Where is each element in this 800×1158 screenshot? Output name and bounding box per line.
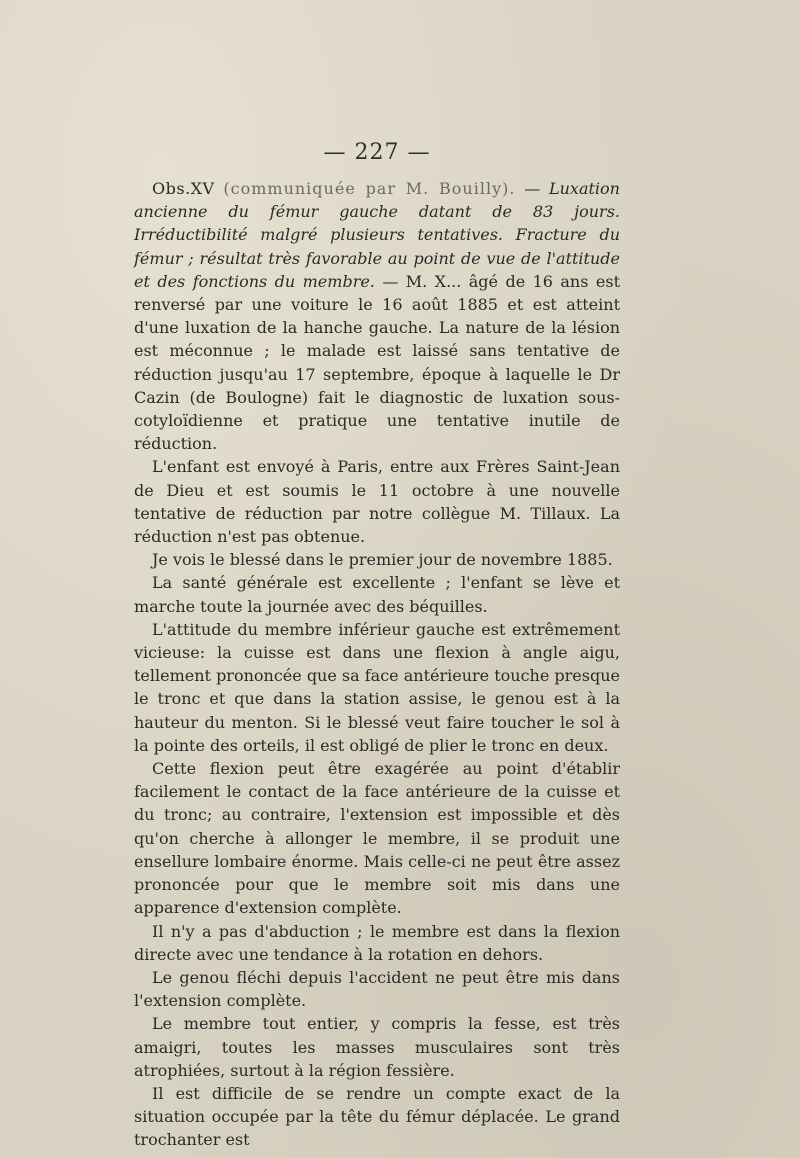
page-number: — 227 — <box>323 140 431 165</box>
observation-dash: — <box>515 179 549 198</box>
paragraph-7: Le genou fléchi depuis l'accident ne peut être mis dans l'extension complète. <box>134 967 620 1011</box>
paragraph-2: Je vois le blessé dans le premier jour de novembre 1885. <box>152 550 613 570</box>
page-content <box>134 140 620 1152</box>
observation-label: Obs.XV <box>152 179 215 198</box>
observation-body: — M. X... âgé de 16 ans est renversé par une voiture le 16 août 1885 et est atteint d'une luxation de la hanche gauche. La nature de la lésion est méconnue ; le malade est laissé sans tentative de réduction jusqu'au 17 septembre, époque à laquelle le Dr Cazin (de Boulogne) fait le diagnostic de luxation sous-cotyloïdienne et pratique une tentative inutile de réduction. <box>134 271 620 454</box>
paragraph-5: Cette flexion peut être exagérée au point d'établir facilement le contact de la face antérieure de la cuisse et du tronc; au contraire, l'extension est impossible et dès qu'on cherche à allonger le membre, il se produit une ensellure lombaire énorme. Mais celle-ci ne peut être assez prononcée pour que le membre soit mis dans une apparence d'extension complète. <box>134 759 620 918</box>
paragraph-3: La santé générale est excellente ; l'enfant se lève et marche toute la journée avec des béquilles. <box>134 573 620 616</box>
paragraph-4: L'attitude du membre inférieur gauche est extrêmement vicieuse: la cuisse est dans une flexion à angle aigu, tellement prononcée que sa face antérieure touche presque le tronc et que dans la station assise, le genou est à la hauteur du menton. Si le blessé veut faire toucher le sol à la pointe des orteils, il est obligé de plier le tronc en deux. <box>134 619 620 755</box>
paragraph-1: L'enfant est envoyé à Paris, entre aux Frères Saint-Jean de Dieu et est soumis le 11 octobre à une nouvelle tentative de réduction par notre collègue M. Tillaux. La réduction n'est pas obtenue. <box>134 457 620 547</box>
observation-paragraph <box>134 177 620 455</box>
paragraph-6: Il n'y a pas d'abduction ; le membre est dans la flexion directe avec une tendance à la rotation en dehors. <box>134 921 620 964</box>
observation-title: Luxation ancienne du fémur gauche datant de 83 jours. Irréductibilité malgré plusieurs tentatives. Fracture du fémur ; résultat très favorable au point de vue de l'attitude et des fonctions du membre. <box>134 179 620 291</box>
observation-source: (communiquée par M. Bouilly). <box>223 179 516 198</box>
paragraph-9: Il est difficile de se rendre un compte exact de la situation occupée par la tête du fémur déplacée. Le grand trochanter est <box>134 1083 620 1150</box>
paragraph-8: Le membre tout entier, y compris la fesse, est très amaigri, toutes les masses musculaires sont très atrophiées, surtout à la région fessière. <box>134 1014 620 1080</box>
